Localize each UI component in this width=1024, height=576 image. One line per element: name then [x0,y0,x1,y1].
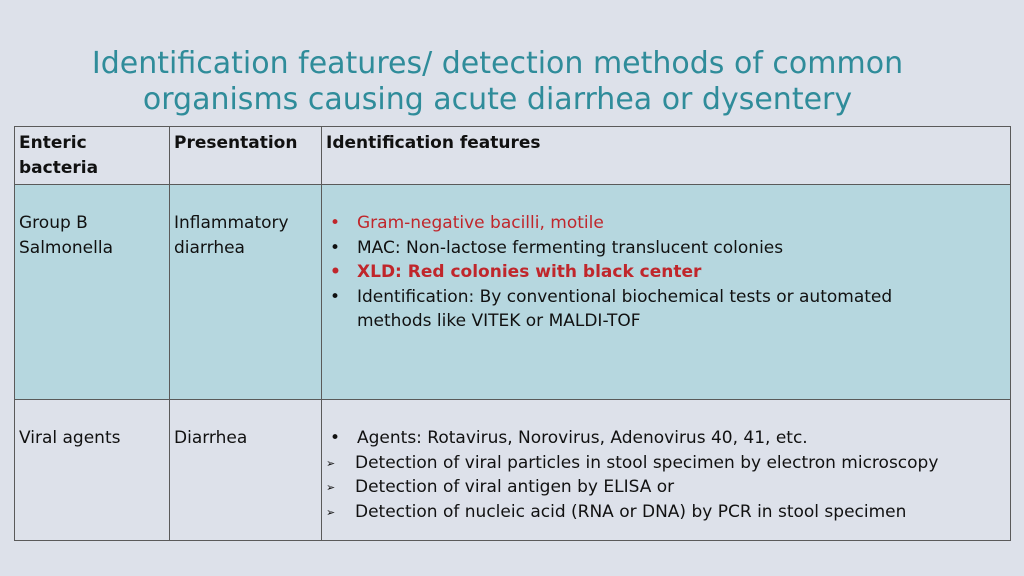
list-item [326,236,1006,261]
page-title [0,46,995,118]
list-item [326,475,1006,500]
bullet-icon: • [330,428,341,448]
identification-table [14,126,1011,541]
title-line-2: organisms causing acute diarrhea or dysentery [142,82,853,117]
cell-bacteria [15,185,170,400]
cell-text: Salmonella [19,237,113,258]
header-text: Enteric [19,133,87,153]
feature-text: Detection of nucleic acid (RNA or DNA) by PCR in stool specimen [355,501,907,522]
header-enteric-bacteria [15,127,170,185]
bullet-icon: • [330,237,341,258]
feature-text: Gram-negative bacilli, motile [357,213,604,233]
cell-text: diarrhea [174,237,245,258]
cell-features [322,185,1011,400]
list-item [326,211,1006,236]
cell-features [322,400,1011,541]
arrow-bullet-icon: ➢ [326,456,336,470]
arrow-bullet-icon: ➢ [326,505,336,519]
feature-text: MAC: Non-lactose fermenting translucent colonies [357,237,784,258]
table-header-row [15,127,1011,185]
feature-text: Detection of viral particles in stool specimen by electron microscopy [355,452,939,473]
table-row [15,185,1011,400]
list-item [326,260,1006,285]
feature-text: XLD: Red colonies with black center [357,262,702,282]
cell-text: Group B [19,213,88,233]
features-list [326,211,1006,334]
feature-text: Detection of viral antigen by ELISA or [355,477,675,497]
table-row [15,400,1011,541]
list-item [326,451,1006,476]
feature-text: Agents: Rotavirus, Norovirus, Adenovirus 40, 41, etc. [357,428,808,448]
bullet-icon: • [330,262,341,282]
cell-bacteria: Viral agents [15,400,170,541]
list-item [326,285,1006,334]
header-identification-features: Identification features [322,127,1011,185]
arrow-bullet-icon: ➢ [326,481,336,494]
list-item [326,426,1006,451]
cell-presentation [170,185,322,400]
bullet-icon: • [330,213,341,233]
list-item [326,500,1006,525]
title-line-1: Identification features/ detection methods of common [91,46,904,81]
header-text: bacteria [19,157,99,178]
features-list [326,426,1006,524]
bullet-icon: • [330,286,341,307]
feature-text: Identification: By conventional biochemical tests or automated [357,286,893,307]
feature-text-continued: methods like VITEK or MALDI-TOF [357,311,641,331]
cell-text: Inflammatory [174,213,289,233]
header-presentation: Presentation [170,127,322,185]
cell-presentation: Diarrhea [170,400,322,541]
